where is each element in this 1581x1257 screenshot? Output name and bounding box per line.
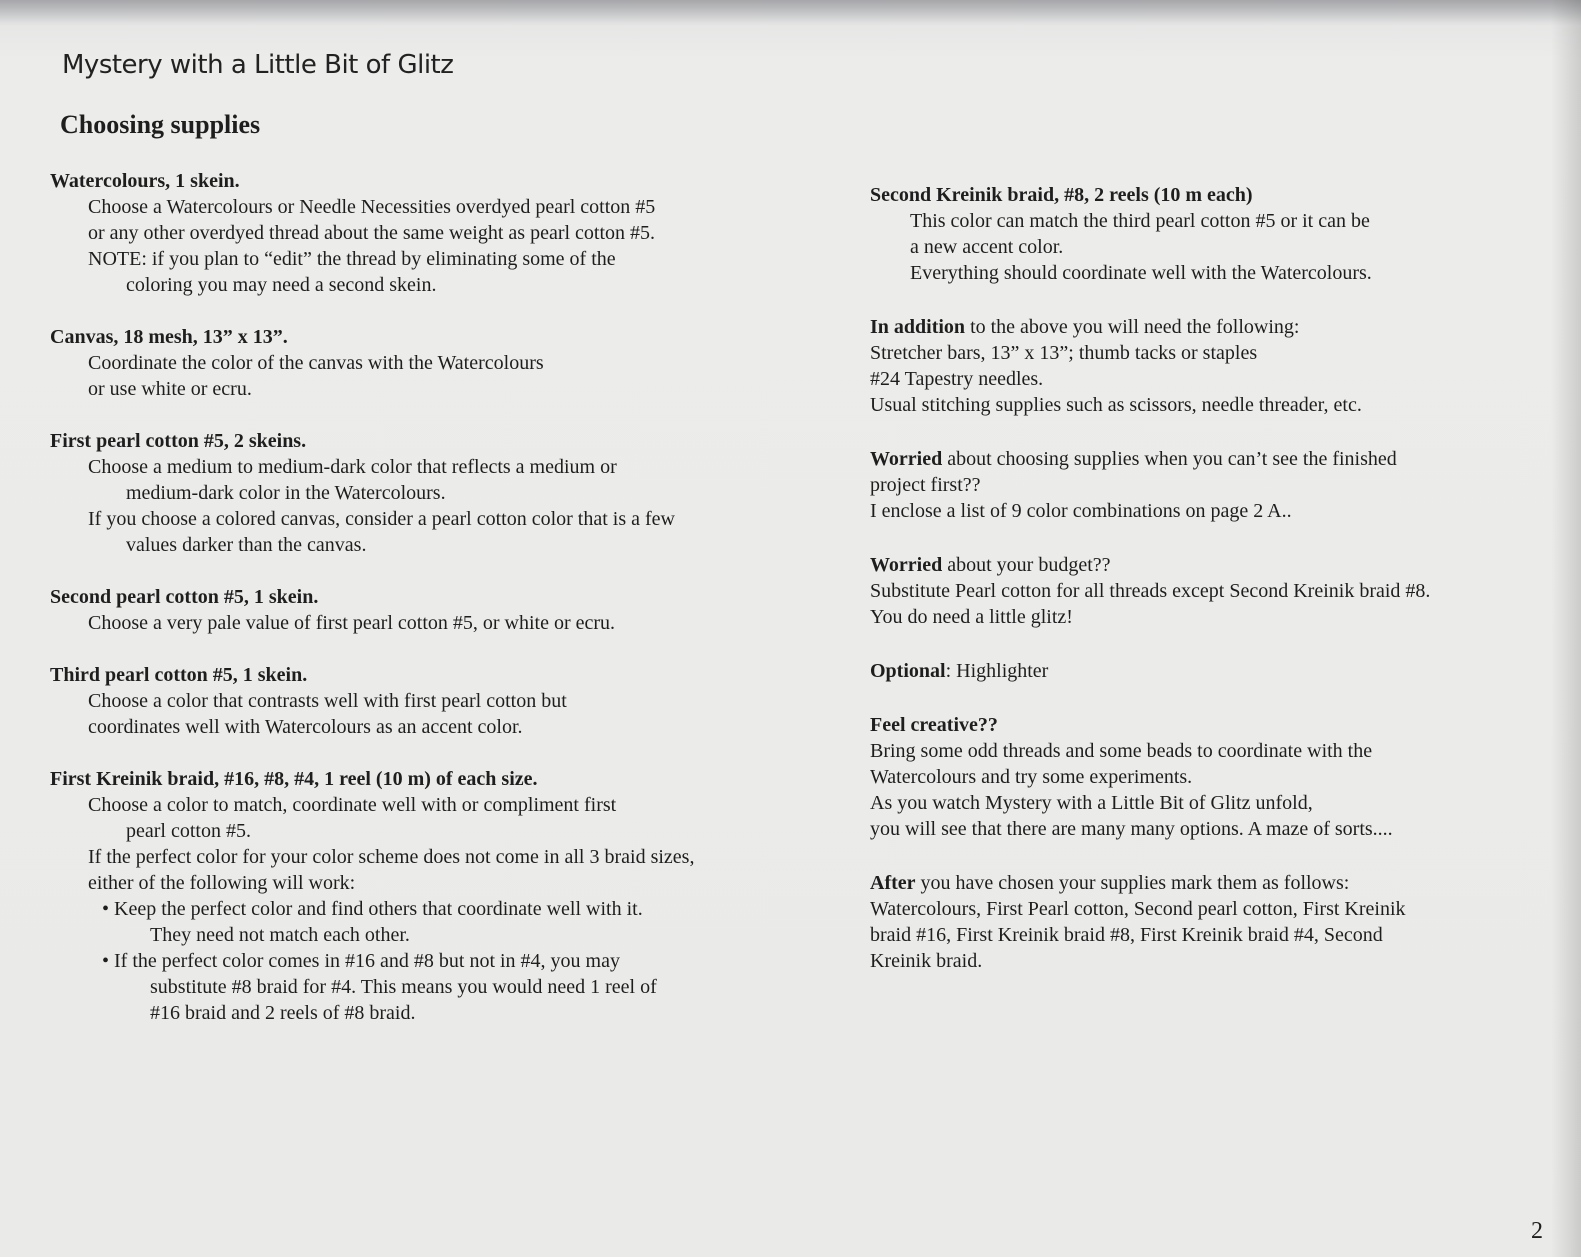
text-line: If you choose a colored canvas, consider a pearl cotton color that is a few <box>88 508 675 530</box>
bullet-item: • Keep the perfect color and find others that coordinate well with it. <box>102 898 643 920</box>
right-edge-shadow <box>1551 0 1581 1257</box>
text-line: project first?? <box>870 474 981 496</box>
text-line: you will see that there are many many options. A maze of sorts.... <box>870 818 1393 840</box>
section-heading: Choosing supplies <box>60 110 261 139</box>
addition-section <box>870 314 1530 418</box>
text-line: As you watch Mystery with a Little Bit of Glitz unfold, <box>870 792 1313 814</box>
worried-intro <box>870 552 1530 578</box>
text-line: a new accent color. <box>910 236 1064 258</box>
second-kreinik-section <box>870 182 1530 286</box>
third-pearl-section <box>50 662 750 740</box>
text-line: Watercolours and try some experiments. <box>870 766 1193 788</box>
text-line: Everything should coordinate well with the Watercolours. <box>910 262 1372 284</box>
lead-text: you have chosen your supplies mark them as follows: <box>915 872 1350 894</box>
worried-supplies-section <box>870 446 1530 524</box>
worried-budget-section <box>870 552 1530 630</box>
first-kreinik-title: First Kreinik braid, #16, #8, #4, 1 reel (10 m) of each size. <box>50 768 538 790</box>
creative-section <box>870 712 1530 842</box>
text-line: Choose a Watercolours or Needle Necessities overdyed pearl cotton #5 <box>88 196 656 218</box>
second-kreinik-title: Second Kreinik braid, #8, 2 reels (10 m each) <box>870 184 1253 206</box>
bold-lead: Worried <box>870 448 943 470</box>
top-edge-shadow <box>0 0 1581 26</box>
page-number: 2 <box>1531 1218 1543 1244</box>
text-line: Substitute Pearl cotton for all threads except Second Kreinik braid #8. <box>870 580 1431 602</box>
bullet-item: • If the perfect color comes in #16 and #8 but not in #4, you may <box>102 950 620 972</box>
text-line: either of the following will work: <box>88 872 356 894</box>
text-line: Choose a medium to medium-dark color that reflects a medium or <box>88 456 617 478</box>
text-line: This color can match the third pearl cotton #5 or it can be <box>910 210 1370 232</box>
text-line: Stretcher bars, 13” x 13”; thumb tacks or staples <box>870 342 1258 364</box>
text-line: If the perfect color for your color scheme does not come in all 3 braid sizes, <box>88 846 695 868</box>
watercolours-title: Watercolours, 1 skein. <box>50 170 240 192</box>
bullet-continuation: substitute #8 braid for #4. This means you would need 1 reel of <box>150 976 657 998</box>
bullet-continuation: They need not match each other. <box>150 924 410 946</box>
canvas-section <box>50 324 750 402</box>
note-line: coloring you may need a second skein. <box>126 274 437 296</box>
first-kreinik-section <box>50 766 750 1026</box>
canvas-title: Canvas, 18 mesh, 13” x 13”. <box>50 326 288 348</box>
lead-text: : Highlighter <box>945 660 1049 682</box>
text-line: coordinates well with Watercolours as an accent color. <box>88 716 523 738</box>
text-line: You do need a little glitz! <box>870 606 1073 628</box>
text-line: Choose a color to match, coordinate well with or compliment first <box>88 794 617 816</box>
text-line: #24 Tapestry needles. <box>870 368 1044 390</box>
text-line: I enclose a list of 9 color combinations on page 2 A.. <box>870 500 1292 522</box>
text-line: braid #16, First Kreinik braid #8, First Kreinik braid #4, Second <box>870 924 1383 946</box>
after-intro <box>870 870 1530 896</box>
after-section <box>870 870 1530 974</box>
second-pearl-section <box>50 584 750 636</box>
text-line: Usual stitching supplies such as scissors, needle threader, etc. <box>870 394 1362 416</box>
text-line: or any other overdyed thread about the same weight as pearl cotton #5. <box>88 222 656 244</box>
third-pearl-title: Third pearl cotton #5, 1 skein. <box>50 664 308 686</box>
right-column <box>870 182 1530 1002</box>
text-line: or use white or ecru. <box>88 378 252 400</box>
text-line: medium-dark color in the Watercolours. <box>126 482 446 504</box>
bold-lead: After <box>870 872 916 894</box>
bold-lead: In addition <box>870 316 966 338</box>
addition-intro <box>870 314 1530 340</box>
text-line: values darker than the canvas. <box>126 534 367 556</box>
optional-section <box>870 658 1530 684</box>
first-pearl-section <box>50 428 750 558</box>
first-pearl-title: First pearl cotton #5, 2 skeins. <box>50 430 307 452</box>
optional-line <box>870 658 1530 684</box>
bold-lead: Optional <box>870 660 946 682</box>
worried-intro <box>870 446 1530 472</box>
text-line: pearl cotton #5. <box>126 820 251 842</box>
bold-lead: Worried <box>870 554 943 576</box>
text-line: Watercolours, First Pearl cotton, Second pearl cotton, First Kreinik <box>870 898 1406 920</box>
text-line: Kreinik braid. <box>870 950 983 972</box>
document-title: Mystery with a Little Bit of Glitz <box>62 50 454 80</box>
left-column <box>50 168 750 1052</box>
bullet-continuation: #16 braid and 2 reels of #8 braid. <box>150 1002 416 1024</box>
lead-text: to the above you will need the following: <box>965 316 1300 338</box>
text-line: Bring some odd threads and some beads to coordinate with the <box>870 740 1373 762</box>
text-line: Choose a very pale value of first pearl cotton #5, or white or ecru. <box>88 612 616 634</box>
second-pearl-title: Second pearl cotton #5, 1 skein. <box>50 586 319 608</box>
lead-text: about your budget?? <box>942 554 1111 576</box>
creative-title: Feel creative?? <box>870 714 998 736</box>
watercolours-section <box>50 168 750 298</box>
lead-text: about choosing supplies when you can’t see the finished <box>942 448 1397 470</box>
text-line: Coordinate the color of the canvas with the Watercolours <box>88 352 544 374</box>
note-line: NOTE: if you plan to “edit” the thread by eliminating some of the <box>88 248 616 270</box>
text-line: Choose a color that contrasts well with first pearl cotton but <box>88 690 567 712</box>
